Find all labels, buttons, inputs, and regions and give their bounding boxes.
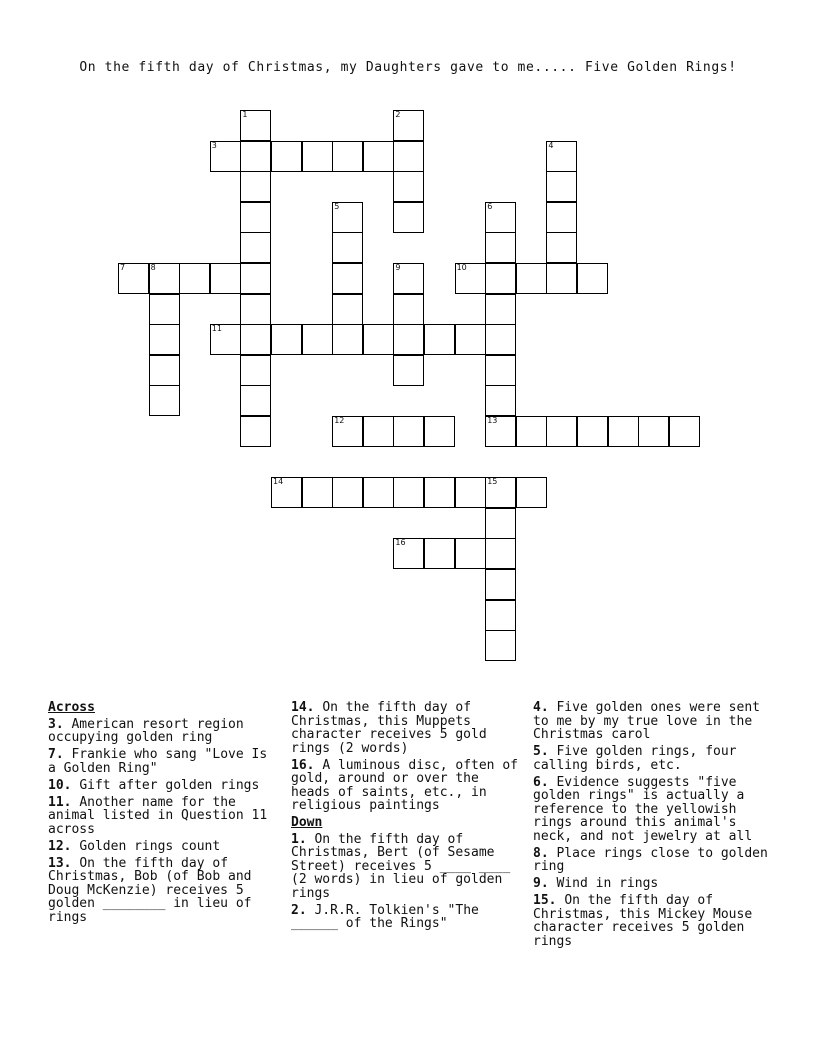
grid-cell[interactable]	[485, 538, 516, 569]
grid-cell[interactable]	[424, 324, 455, 355]
grid-cell[interactable]	[485, 355, 516, 386]
grid-cell[interactable]	[179, 263, 210, 294]
grid-cell[interactable]	[455, 477, 486, 508]
clue-number: 11	[211, 324, 222, 334]
grid-cell[interactable]	[240, 141, 271, 172]
clue-number: 8	[150, 263, 156, 272]
grid-cell[interactable]	[608, 416, 639, 447]
clue-number: 14	[273, 477, 284, 487]
grid-cell[interactable]	[638, 416, 669, 447]
grid-cell[interactable]	[240, 202, 271, 233]
grid-cell[interactable]	[393, 294, 424, 325]
grid-cell[interactable]	[332, 141, 363, 172]
grid-cell[interactable]	[455, 538, 486, 569]
grid-cell[interactable]	[577, 416, 608, 447]
clue-number: 5	[334, 201, 340, 211]
clue-number: 7	[120, 263, 126, 272]
grid-cell[interactable]	[485, 232, 516, 263]
grid-cell[interactable]	[485, 202, 516, 233]
down-clue-1: 1. On the fifth day of Christmas, Bert (of Sesame Street) receives 5 ____ ____ (2 words) in lieu of golden rings	[291, 831, 511, 901]
grid-cell[interactable]	[393, 110, 424, 141]
clue-number: 4	[548, 140, 554, 150]
grid-cell[interactable]	[332, 294, 363, 325]
across-clue-11: 11. Another name for the animal listed in Question 11 across	[48, 794, 268, 837]
grid-cell[interactable]	[149, 324, 180, 355]
grid-cell[interactable]	[240, 385, 271, 416]
grid-cell[interactable]	[455, 324, 486, 355]
clue-number: 1	[242, 110, 248, 119]
grid-cell[interactable]	[424, 538, 455, 569]
grid-cell[interactable]	[485, 508, 516, 539]
down-clue-6: 6. Evidence suggests "five golden rings" is actually a reference to the yellowish rings around this animal's neck, and not jewelry at all	[533, 774, 753, 844]
grid-cell[interactable]	[516, 263, 547, 294]
grid-cell[interactable]	[240, 171, 271, 202]
grid-cell[interactable]	[393, 202, 424, 233]
grid-cell[interactable]	[424, 416, 455, 447]
grid-cell[interactable]	[332, 202, 363, 233]
down-clue-9: 9. Wind in rings	[533, 876, 659, 891]
grid-cell[interactable]	[485, 416, 516, 447]
grid-cell[interactable]	[546, 202, 577, 233]
grid-cell[interactable]	[332, 477, 363, 508]
grid-cell[interactable]	[240, 263, 271, 294]
grid-cell[interactable]	[118, 263, 149, 294]
grid-cell[interactable]	[424, 477, 455, 508]
grid-cell[interactable]	[149, 294, 180, 325]
down-clue-4: 4. Five golden ones were sent to me by my true love in the Christmas carol	[533, 700, 760, 742]
clues-column-3	[533, 701, 771, 952]
grid-cell[interactable]	[485, 477, 516, 508]
puzzle-title: On the fifth day of Christmas, my Daughters gave to me..... Five Golden Rings!	[79, 60, 737, 75]
grid-cell[interactable]	[210, 141, 241, 172]
grid-cell[interactable]	[271, 141, 302, 172]
grid-cell[interactable]	[393, 263, 424, 294]
clue-number: 9	[395, 263, 401, 272]
grid-cell[interactable]	[485, 385, 516, 416]
grid-cell[interactable]	[149, 355, 180, 386]
grid-cell[interactable]	[393, 538, 424, 569]
grid-cell[interactable]	[149, 385, 180, 416]
grid-cell[interactable]	[546, 263, 577, 294]
grid-cell[interactable]	[363, 141, 394, 172]
across-clue-13: 13. On the fifth day of Christmas, Bob (of Bob and Doug McKenzie) receives 5 golden ________ in lieu of rings	[48, 855, 252, 925]
grid-cell[interactable]	[393, 171, 424, 202]
down-clue-5: 5. Five golden rings, four calling birds, etc.	[533, 744, 737, 773]
clue-number: 10	[456, 263, 467, 272]
grid-cell[interactable]	[240, 355, 271, 386]
grid-cell[interactable]	[516, 416, 547, 447]
grid-cell[interactable]	[393, 477, 424, 508]
grid-cell[interactable]	[546, 232, 577, 263]
down-clue-2: 2. J.R.R. Tolkien's "The ______ of the Rings"	[291, 902, 479, 931]
clue-number: 2	[395, 110, 401, 119]
grid-cell[interactable]	[455, 263, 486, 294]
grid-cell[interactable]	[302, 477, 333, 508]
grid-cell[interactable]	[363, 324, 394, 355]
down-clue-15: 15. On the fifth day of Christmas, this Mickey Mouse character receives 5 golden rings	[533, 893, 753, 949]
clue-number: 6	[487, 201, 493, 211]
grid-cell[interactable]	[577, 263, 608, 294]
grid-cell[interactable]	[363, 477, 394, 508]
grid-cell[interactable]	[393, 355, 424, 386]
grid-cell[interactable]	[485, 569, 516, 600]
grid-cell[interactable]	[546, 141, 577, 172]
across-clue-14: 14. On the fifth day of Christmas, this Muppets character receives 5 gold rings (2 words)	[291, 700, 487, 756]
clue-number: 3	[211, 140, 217, 150]
grid-cell[interactable]	[302, 324, 333, 355]
grid-cell[interactable]	[546, 171, 577, 202]
grid-cell[interactable]	[669, 416, 700, 447]
across-clue-10: 10. Gift after golden rings	[48, 777, 260, 793]
down-clue-8: 8. Place rings close to golden ring	[533, 845, 768, 874]
grid-cell[interactable]	[210, 324, 241, 355]
grid-cell[interactable]	[516, 477, 547, 508]
grid-cell[interactable]	[332, 416, 363, 447]
grid-cell[interactable]	[485, 324, 516, 355]
grid-cell[interactable]	[149, 263, 180, 294]
grid-cell[interactable]	[271, 477, 302, 508]
across-clue-12: 12. Golden rings count	[48, 838, 221, 854]
clue-number: 15	[487, 477, 498, 487]
grid-cell[interactable]	[332, 263, 363, 294]
clue-number: 16	[395, 538, 406, 548]
across-clue-3: 3. American resort region occupying golden ring	[48, 716, 244, 745]
grid-cell[interactable]	[210, 263, 241, 294]
grid-cell[interactable]	[271, 324, 302, 355]
grid-cell[interactable]	[240, 232, 271, 263]
down-heading: Down	[291, 815, 323, 830]
grid-cell[interactable]	[393, 324, 424, 355]
grid-cell[interactable]	[393, 416, 424, 447]
grid-cell[interactable]	[363, 416, 394, 447]
across-heading: Across	[48, 700, 95, 715]
across-clue-16: 16. A luminous disc, often of gold, around or over the heads of saints, etc., in religious paintings	[291, 757, 518, 813]
grid-cell[interactable]	[485, 294, 516, 325]
grid-cell[interactable]	[240, 294, 271, 325]
across-clue-7: 7. Frankie who sang "Love Is a Golden Ring"	[48, 747, 268, 776]
grid-cell[interactable]	[302, 141, 333, 172]
grid-cell[interactable]	[485, 263, 516, 294]
clue-number: 12	[334, 416, 345, 425]
grid-cell[interactable]	[332, 232, 363, 263]
clues-column-1	[48, 701, 270, 928]
clues-column-2	[291, 701, 519, 934]
grid-cell[interactable]	[240, 416, 271, 447]
grid-cell[interactable]	[240, 324, 271, 355]
grid-cell[interactable]	[546, 416, 577, 447]
grid-cell[interactable]	[240, 110, 271, 141]
grid-cell[interactable]	[485, 630, 516, 661]
grid-cell[interactable]	[485, 600, 516, 631]
grid-cell[interactable]	[393, 141, 424, 172]
grid-cell[interactable]	[332, 324, 363, 355]
clue-number: 13	[487, 416, 498, 425]
